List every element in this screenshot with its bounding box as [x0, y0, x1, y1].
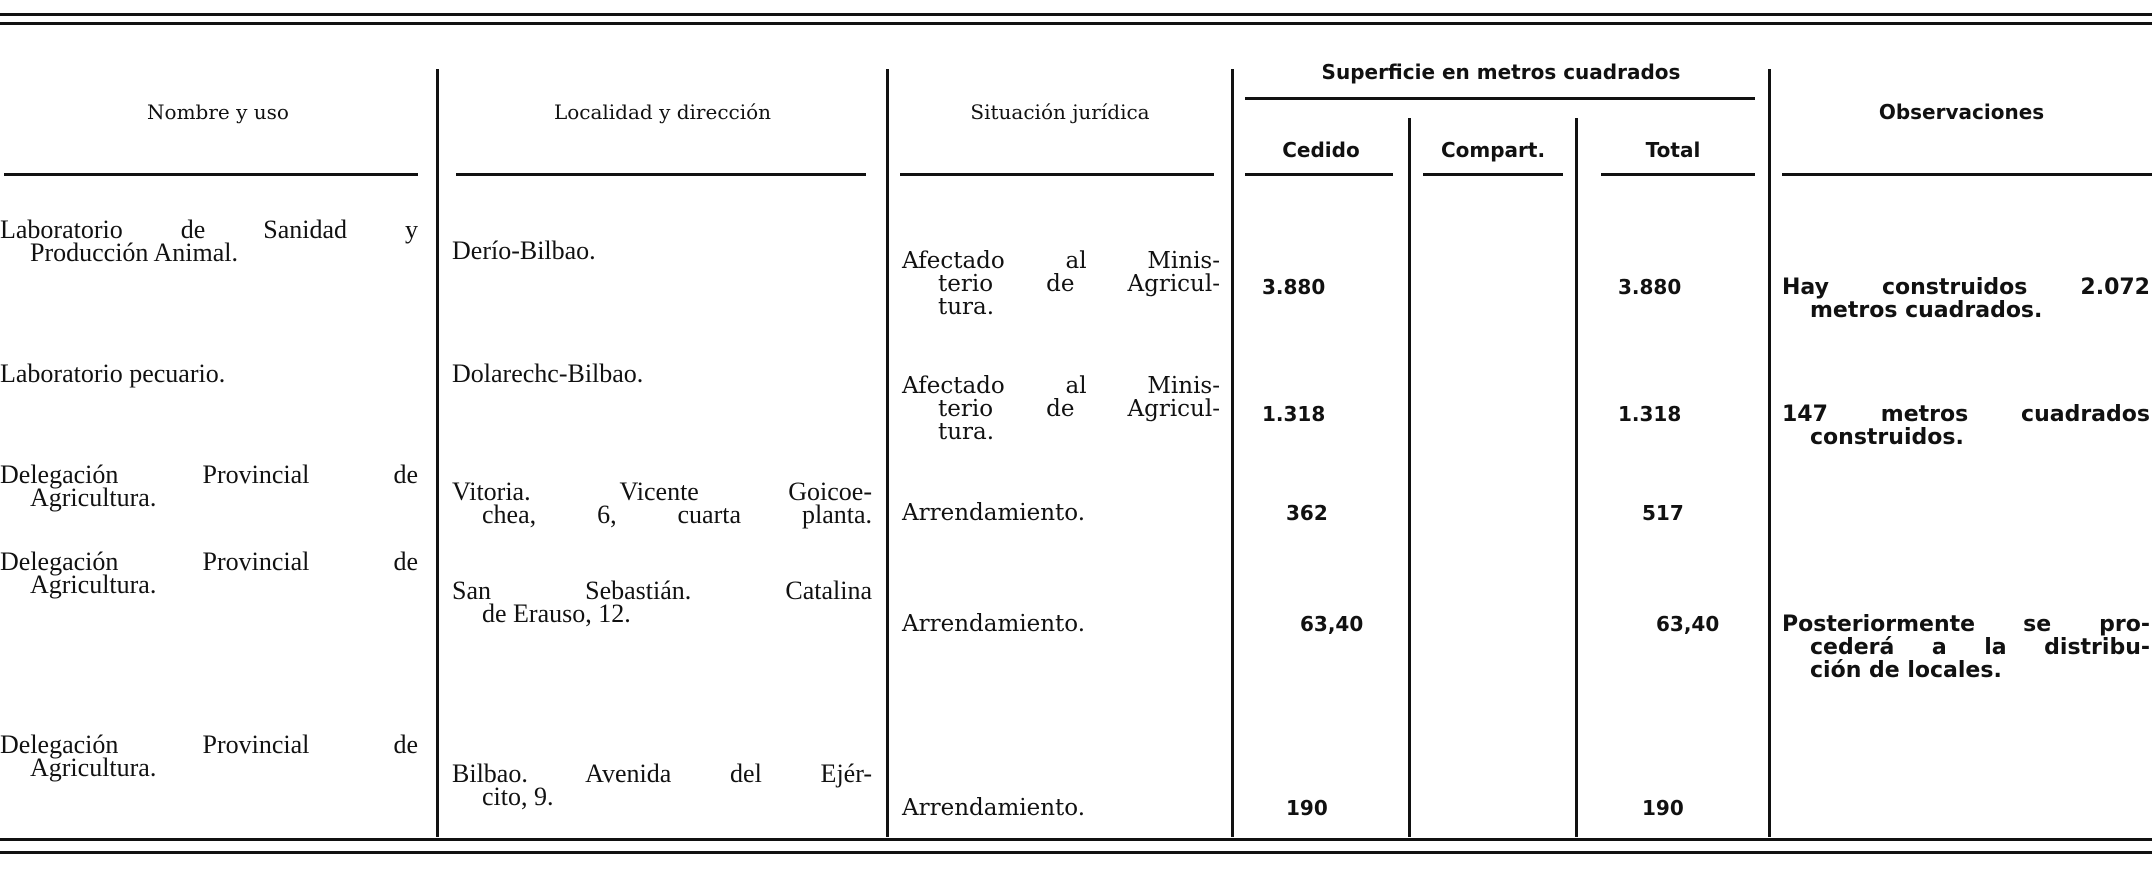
table-row-2-total: 1.318 [1618, 402, 1682, 426]
table-row-3-cedido: 362 [1286, 501, 1328, 525]
table-row-2-localidad: Dolarechc-Bilbao. [452, 359, 644, 388]
table-row-4-observaciones: Posteriormente se pro- cederá a la distribu- ción de locales. [1782, 612, 2150, 683]
header-compart: Compart. [1440, 138, 1546, 162]
header-underline-total [1601, 173, 1755, 176]
table-row-1-localidad: Derío-Bilbao. [452, 236, 596, 265]
table-row-3-total: 517 [1642, 501, 1684, 525]
header-underline-superficie [1245, 97, 1755, 100]
table-row-4-nombre: Delegación Provincial de Agricultura. [0, 547, 418, 599]
table-row-5-localidad: Bilbao. Avenida del Ejér- cito, 9. [452, 759, 872, 811]
top-rule-1 [0, 13, 2152, 16]
table-row-2-observaciones: 147 metros cuadrados construidos. [1782, 402, 2150, 450]
table-row-4-cedido: 63,40 [1300, 612, 1364, 636]
header-observaciones: Observaciones [1878, 100, 2045, 124]
bottom-rule-1 [0, 838, 2152, 841]
divider-nombre-localidad [436, 69, 439, 837]
bottom-rule-2 [0, 851, 2152, 854]
header-cedido: Cedido [1282, 138, 1360, 162]
table-row-2-cedido: 1.318 [1262, 402, 1326, 426]
table-row-1-situacion: Afectado al Minis- terio de Agricul- tura. [902, 248, 1220, 320]
divider-total-observaciones [1768, 69, 1771, 837]
table-row-1-observaciones: Hay construidos 2.072 metros cuadrados. [1782, 275, 2150, 323]
table-row-4-localidad: San Sebastián. Catalina de Erauso, 12. [452, 576, 872, 628]
divider-localidad-situacion [886, 69, 889, 837]
table-row-1-cedido: 3.880 [1262, 275, 1326, 299]
header-underline-situacion [900, 173, 1214, 176]
table-row-3-situacion: Arrendamiento. [902, 500, 1086, 526]
table-row-2-situacion: Afectado al Minis- terio de Agricul- tura. [902, 373, 1220, 445]
table-row-4-total: 63,40 [1656, 612, 1720, 636]
divider-compart-total [1575, 118, 1578, 837]
table-row-3-nombre: Delegación Provincial de Agricultura. [0, 460, 418, 512]
table-row-1-nombre: Laboratorio de Sanidad y Producción Animal. [0, 215, 418, 267]
header-nombre: Nombre y uso [147, 100, 289, 124]
table-row-2-nombre: Laboratorio pecuario. [0, 359, 226, 388]
table-row-3-localidad: Vitoria. Vicente Goicoe- chea, 6, cuarta planta. [452, 477, 872, 529]
table-row-5-situacion: Arrendamiento. [902, 795, 1086, 821]
top-rule-2 [0, 22, 2152, 25]
header-underline-compart [1423, 173, 1563, 176]
header-situacion: Situación jurídica [970, 100, 1150, 124]
header-superficie-group: Superficie en metros cuadrados [1321, 60, 1681, 84]
header-localidad: Localidad y dirección [553, 100, 772, 124]
table-row-4-situacion: Arrendamiento. [902, 611, 1086, 637]
table-row-5-cedido: 190 [1286, 796, 1328, 820]
header-underline-observaciones [1782, 173, 2152, 176]
header-underline-localidad [456, 173, 866, 176]
table-row-5-nombre: Delegación Provincial de Agricultura. [0, 730, 418, 782]
divider-cedido-compart [1408, 118, 1411, 837]
table-row-5-total: 190 [1642, 796, 1684, 820]
header-total: Total [1645, 138, 1701, 162]
table-row-1-total: 3.880 [1618, 275, 1682, 299]
header-underline-nombre [4, 173, 418, 176]
header-underline-cedido [1245, 173, 1393, 176]
divider-situacion-cedido [1231, 69, 1234, 837]
